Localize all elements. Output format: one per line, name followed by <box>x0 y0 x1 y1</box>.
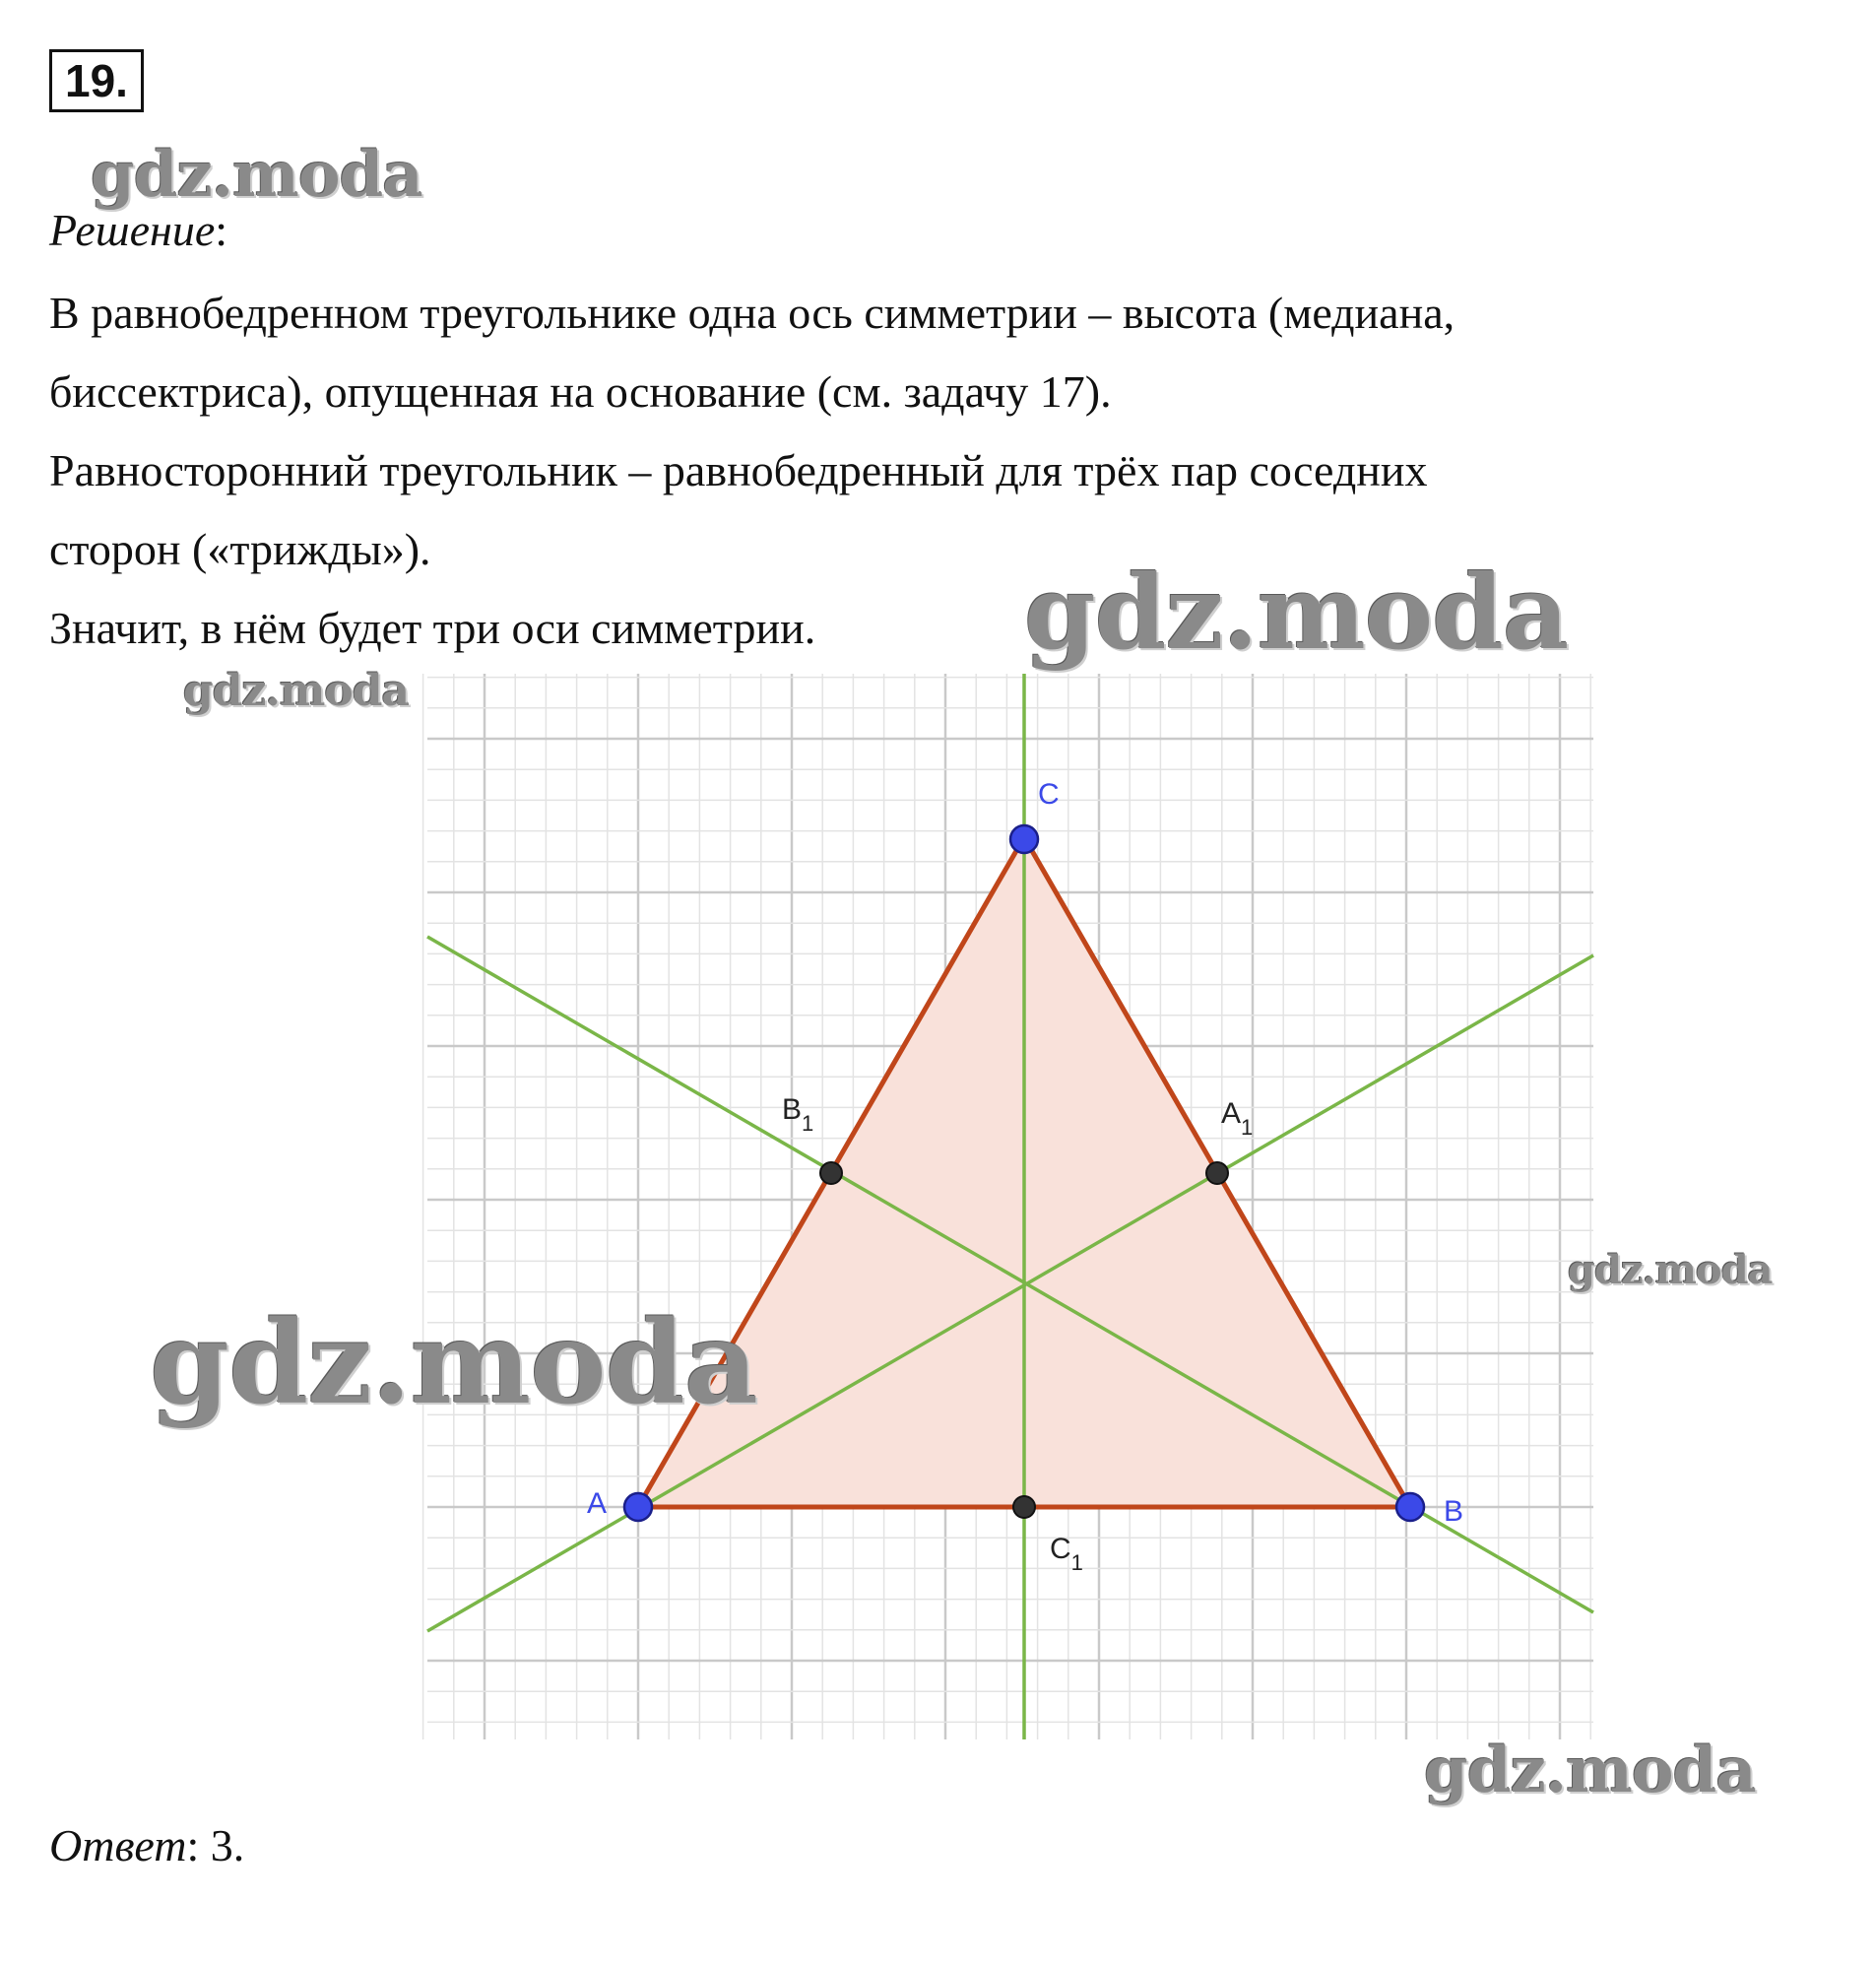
paragraph-line: сторон («трижды»). <box>49 524 431 574</box>
problem-number: 19. <box>49 49 144 112</box>
watermark: gdz.moda <box>1024 552 1569 673</box>
point-c-label: C <box>1038 778 1060 811</box>
answer-value: : 3. <box>186 1820 245 1870</box>
point-c <box>1010 778 1060 853</box>
point-a <box>587 1487 652 1521</box>
watermark: gdz.moda <box>1568 1247 1773 1293</box>
point-a1-label: $A_1$ <box>1221 1097 1254 1140</box>
point-b-label: B <box>1444 1495 1464 1528</box>
solution-heading-label: Решение <box>49 205 216 255</box>
answer-line <box>49 1818 244 1873</box>
paragraph-line: биссектриса), опущенная на основание (см. задачу 17). <box>49 366 1112 417</box>
paragraph-line: Значит, в нём будет три оси симметрии. <box>49 603 816 653</box>
watermark: gdz.moda <box>183 666 410 716</box>
watermark: gdz.moda <box>91 138 422 212</box>
answer-label: Ответ <box>49 1820 187 1870</box>
point-a-label: A <box>587 1487 608 1520</box>
paragraph-line: Равносторонний треугольник – равнобедренный для трёх пар соседних <box>49 445 1428 495</box>
paragraph-line: В равнобедренном треугольнике одна ось симметрии – высота (медиана, <box>49 288 1456 338</box>
watermark: gdz.moda <box>1424 1734 1756 1807</box>
point-b1-label: $B_1$ <box>782 1093 814 1136</box>
solution-heading-colon: : <box>215 205 228 255</box>
point-c1-label: $C_1$ <box>1050 1533 1083 1575</box>
watermark: gdz.moda <box>150 1296 757 1430</box>
point-a1 <box>1206 1097 1253 1184</box>
